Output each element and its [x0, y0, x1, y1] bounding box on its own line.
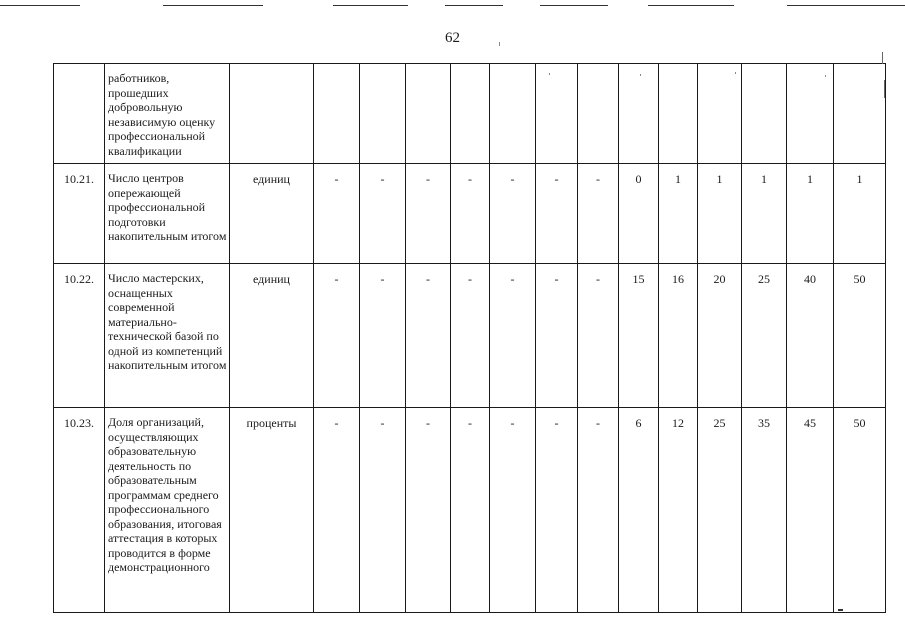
value-cell: 20 [698, 264, 742, 408]
value-cell: - [490, 408, 536, 613]
value-cell: 1 [742, 164, 787, 264]
unit-cell [230, 64, 314, 164]
value-cell: - [536, 164, 578, 264]
value-cell [451, 64, 490, 164]
header-rule [333, 5, 408, 6]
value-cell [314, 64, 360, 164]
scan-speck [499, 42, 500, 46]
row-number: 10.23. [54, 408, 105, 613]
scan-edge-mark [882, 52, 883, 64]
value-cell: - [360, 408, 406, 613]
unit-cell: проценты [230, 408, 314, 613]
value-cell: 35 [742, 408, 787, 613]
value-cell: - [536, 264, 578, 408]
table-row [54, 408, 886, 613]
value-cell: 25 [698, 408, 742, 613]
unit-cell: единиц [230, 264, 314, 408]
indicators-table [53, 63, 886, 613]
value-cell: 40 [787, 264, 834, 408]
value-cell: - [314, 164, 360, 264]
table-row [54, 164, 886, 264]
value-cell: 1 [787, 164, 834, 264]
indicator-name: Доля организаций, осуществляющих образовательную деятельность по образовательным программам среднего профессионального образования, итоговая аттестация в которых проводится в форме демонстрационного [105, 408, 230, 613]
value-cell: 50 [834, 264, 886, 408]
indicator-name: Число мастерских, оснащенных современной материально-технической базой по одной из компетенций накопительным итогом [105, 264, 230, 408]
value-cell [834, 64, 886, 164]
value-cell [698, 64, 742, 164]
value-cell: 1 [698, 164, 742, 264]
value-cell [659, 64, 698, 164]
value-cell: - [314, 264, 360, 408]
value-cell: - [578, 408, 619, 613]
header-rule [163, 5, 263, 6]
value-cell [360, 64, 406, 164]
value-cell: 6 [619, 408, 659, 613]
scan-speck [549, 73, 550, 75]
value-cell: 25 [742, 264, 787, 408]
value-cell: - [314, 408, 360, 613]
value-cell: 1 [834, 164, 886, 264]
page-number: 62 [445, 30, 460, 46]
value-cell: 0 [619, 164, 659, 264]
value-cell [406, 64, 451, 164]
value-cell [578, 64, 619, 164]
value-cell: - [490, 264, 536, 408]
value-cell: 15 [619, 264, 659, 408]
header-rule [445, 5, 503, 6]
value-cell [536, 64, 578, 164]
header-rule [648, 5, 734, 6]
value-cell [619, 64, 659, 164]
value-cell: - [578, 264, 619, 408]
value-cell: - [578, 164, 619, 264]
value-cell: 1 [659, 164, 698, 264]
header-rule [787, 5, 905, 6]
value-cell [742, 64, 787, 164]
value-cell: - [451, 408, 490, 613]
value-cell [787, 64, 834, 164]
scan-speck [825, 75, 826, 77]
scan-speck [735, 72, 736, 74]
value-cell: - [406, 264, 451, 408]
value-cell: 16 [659, 264, 698, 408]
value-cell: - [406, 164, 451, 264]
scan-edge-mark [884, 80, 885, 98]
scan-speck [640, 74, 641, 76]
value-cell: 50 [834, 408, 886, 613]
unit-cell: единиц [230, 164, 314, 264]
scan-speck [838, 609, 843, 611]
value-cell: - [360, 264, 406, 408]
table-row [54, 64, 886, 164]
indicator-name: работников, прошедших добровольную независимую оценку профессиональной квалификации [105, 64, 230, 164]
value-cell: - [536, 408, 578, 613]
value-cell: 12 [659, 408, 698, 613]
value-cell: - [406, 408, 451, 613]
value-cell: - [360, 164, 406, 264]
row-number [54, 64, 105, 164]
value-cell: - [451, 264, 490, 408]
value-cell: - [490, 164, 536, 264]
table-row [54, 264, 886, 408]
row-number: 10.21. [54, 164, 105, 264]
indicator-name: Число центров опережающей профессиональной подготовки накопительным итогом [105, 164, 230, 264]
header-rule [0, 5, 80, 6]
value-cell: 45 [787, 408, 834, 613]
value-cell: - [451, 164, 490, 264]
row-number: 10.22. [54, 264, 105, 408]
value-cell [490, 64, 536, 164]
header-rule [540, 5, 608, 6]
